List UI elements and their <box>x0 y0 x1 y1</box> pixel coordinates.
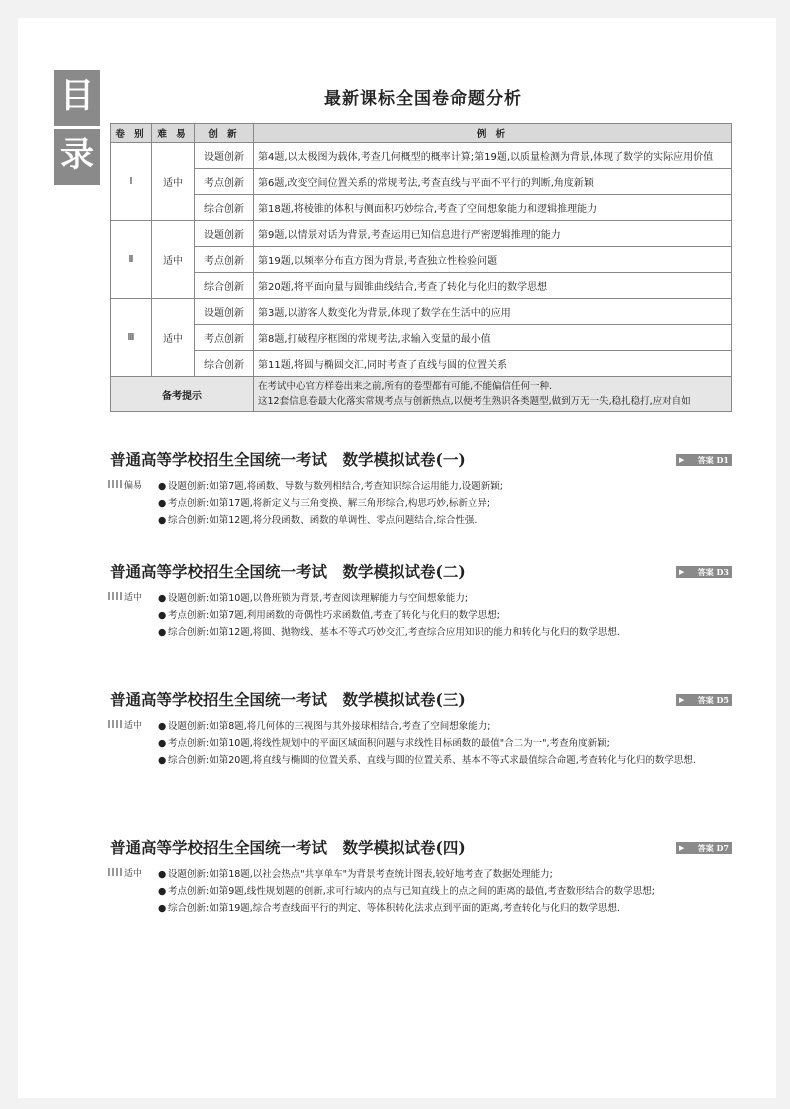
item-text: 如第20题,将直线与椭圆的位置关系、直线与圆的位置关系、基本不等式求最值综合命题,考查转化与化归的数学思想. <box>209 755 696 766</box>
table-row <box>111 169 732 195</box>
exam-section <box>110 836 732 917</box>
list-item <box>158 752 732 769</box>
item-label: 设题创新: <box>168 593 210 604</box>
tips-label: 备考提示 <box>111 377 254 412</box>
tips-text <box>254 377 732 412</box>
table-row <box>111 273 732 299</box>
table-row <box>111 325 732 351</box>
example-text: 第20题,将平面向量与圆锥曲线结合,考查了转化与化归的数学思想 <box>254 273 732 299</box>
difficulty-cell: 适中 <box>152 221 195 299</box>
bullet-icon: ● <box>158 498 167 509</box>
table-row <box>111 143 732 169</box>
bullet-icon: ● <box>158 738 167 749</box>
difficulty-cell: 适中 <box>152 143 195 221</box>
section-title-text: 普通高等学校招生全国统一考试 数学模拟试卷(一) <box>110 450 466 469</box>
section-body <box>110 478 732 529</box>
item-label: 综合创新: <box>168 755 210 766</box>
list-item <box>158 866 732 883</box>
bullet-icon: ● <box>158 886 167 897</box>
example-text: 第6题,改变空间位置关系的常规考法,考查直线与平面不平行的判断,角度新颖 <box>254 169 732 195</box>
bullet-icon: ● <box>158 610 167 621</box>
difficulty-indicator <box>108 866 142 879</box>
item-text: 如第7题,将函数、导数与数列相结合,考查知识综合运用能力,设题新颖; <box>209 481 504 492</box>
table-row <box>111 351 732 377</box>
toc-label <box>54 70 100 185</box>
item-list <box>158 866 732 917</box>
page-title: 最新课标全国卷命题分析 <box>324 89 522 109</box>
item-text: 如第18题,以社会热点"共享单车"为背景考查统计图表,较好地考查了数据处理能力; <box>209 869 553 880</box>
innovation-type: 考点创新 <box>195 169 254 195</box>
col-header: 卷 别 <box>111 124 152 143</box>
list-item <box>158 883 732 900</box>
bullet-icon: ● <box>158 903 167 914</box>
section-title-text: 普通高等学校招生全国统一考试 数学模拟试卷(二) <box>110 562 466 581</box>
item-label: 综合创新: <box>168 627 210 638</box>
section-title <box>110 688 732 712</box>
example-text: 第11题,将圆与椭圆交汇,同时考查了直线与圆的位置关系 <box>254 351 732 377</box>
difficulty-label: 适中 <box>124 593 143 603</box>
example-text: 第3题,以游客人数变化为背景,体现了数学在生活中的应用 <box>254 299 732 325</box>
difficulty-bars-icon <box>108 480 122 488</box>
answer-link[interactable]: ▶ 答案 D5 <box>676 694 732 706</box>
toc-char: 目 <box>60 76 94 116</box>
table-header-row <box>111 124 732 143</box>
item-text: 如第19题,综合考查线面平行的判定、等体积转化法求点到平面的距离,考查转化与化归的数学思想. <box>209 903 620 914</box>
toc-char: 录 <box>54 126 100 185</box>
bullet-icon: ● <box>158 515 167 526</box>
item-label: 考点创新: <box>168 886 210 897</box>
item-label: 设题创新: <box>168 721 210 732</box>
item-list <box>158 478 732 529</box>
item-text: 如第9题,线性规划题的创新,求可行域内的点与已知直线上的点之间的距离的最值,考查数形结合的数学思想; <box>209 886 656 897</box>
table-row <box>111 299 732 325</box>
bullet-icon: ● <box>158 755 167 766</box>
section-title-text: 普通高等学校招生全国统一考试 数学模拟试卷(四) <box>110 838 466 857</box>
item-text: 如第12题,将分段函数、函数的单调性、零点问题结合,综合性强. <box>209 515 478 526</box>
section-body <box>110 590 732 641</box>
difficulty-indicator <box>108 478 142 491</box>
analysis-table <box>110 123 732 412</box>
difficulty-label: 适中 <box>124 869 143 879</box>
table-row <box>111 221 732 247</box>
volume-cell: Ⅲ <box>111 299 152 377</box>
list-item <box>158 607 732 624</box>
table-row <box>111 247 732 273</box>
example-text: 第18题,将棱锥的体积与侧面积巧妙综合,考查了空间想象能力和逻辑推理能力 <box>254 195 732 221</box>
item-text: 如第10题,以鲁班锁为背景,考查阅读理解能力与空间想象能力; <box>209 593 469 604</box>
item-label: 设题创新: <box>168 481 210 492</box>
difficulty-indicator <box>108 718 142 731</box>
item-text: 如第12题,将圆、抛物线、基本不等式巧妙交汇,考查综合应用知识的能力和转化与化归的数学思想. <box>209 627 620 638</box>
difficulty-indicator <box>108 590 142 603</box>
innovation-type: 设题创新 <box>195 299 254 325</box>
bullet-icon: ● <box>158 627 167 638</box>
item-text: 如第8题,将几何体的三视图与其外接球相结合,考查了空间想象能力; <box>209 721 491 732</box>
table-row <box>111 195 732 221</box>
example-text: 第8题,打破程序框图的常规考法,求输入变量的最小值 <box>254 325 732 351</box>
innovation-type: 综合创新 <box>195 195 254 221</box>
col-header: 创 新 <box>195 124 254 143</box>
item-label: 考点创新: <box>168 610 210 621</box>
section-title <box>110 836 732 860</box>
difficulty-bars-icon <box>108 868 122 876</box>
bullet-icon: ● <box>158 593 167 604</box>
section-body <box>110 718 732 769</box>
item-text: 如第7题,利用函数的奇偶性巧求函数值,考查了转化与化归的数学思想; <box>209 610 500 621</box>
item-label: 设题创新: <box>168 869 210 880</box>
example-text: 第9题,以情景对话为背景,考查运用已知信息进行严密逻辑推理的能力 <box>254 221 732 247</box>
item-text: 如第17题,将新定义与三角变换、解三角形综合,构思巧妙,标新立异; <box>209 498 491 509</box>
innovation-type: 考点创新 <box>195 247 254 273</box>
bullet-icon: ● <box>158 721 167 732</box>
innovation-type: 设题创新 <box>195 143 254 169</box>
item-label: 考点创新: <box>168 738 210 749</box>
innovation-type: 综合创新 <box>195 273 254 299</box>
tips-line: 这12套信息卷最大化落实常规考点与创新热点,以便考生熟识各类题型,做到万无一失,稳扎稳打,应对自如 <box>258 396 691 407</box>
list-item <box>158 900 732 917</box>
example-text: 第4题,以太极图为载体,考查几何概型的概率计算;第19题,以质量检测为背景,体现了数学的实际应用价值 <box>254 143 732 169</box>
bullet-icon: ● <box>158 869 167 880</box>
innovation-type: 综合创新 <box>195 351 254 377</box>
section-title <box>110 560 732 584</box>
innovation-type: 设题创新 <box>195 221 254 247</box>
difficulty-label: 适中 <box>124 721 143 731</box>
tips-line: 在考试中心官方样卷出来之前,所有的卷型都有可能,不能偏信任何一种. <box>258 381 553 392</box>
volume-cell: Ⅰ <box>111 143 152 221</box>
exam-section <box>110 688 732 769</box>
list-item <box>158 718 732 735</box>
list-item <box>158 512 732 529</box>
difficulty-bars-icon <box>108 720 122 728</box>
section-body <box>110 866 732 917</box>
exam-section <box>110 560 732 641</box>
item-list <box>158 590 732 641</box>
section-title <box>110 448 732 472</box>
exam-section <box>110 448 732 529</box>
item-text: 如第10题,将线性规划中的平面区域面积问题与求线性目标函数的最值"合二为一",考查角度新颖; <box>209 738 610 749</box>
list-item <box>158 478 732 495</box>
bullet-icon: ● <box>158 481 167 492</box>
item-label: 综合创新: <box>168 515 210 526</box>
difficulty-label: 偏易 <box>124 481 143 491</box>
volume-cell: Ⅱ <box>111 221 152 299</box>
tips-row <box>111 377 732 412</box>
example-text: 第19题,以频率分布直方图为背景,考查独立性检验问题 <box>254 247 732 273</box>
item-list <box>158 718 732 769</box>
item-label: 综合创新: <box>168 903 210 914</box>
difficulty-cell: 适中 <box>152 299 195 377</box>
item-label: 考点创新: <box>168 498 210 509</box>
list-item <box>158 624 732 641</box>
difficulty-bars-icon <box>108 592 122 600</box>
list-item <box>158 590 732 607</box>
col-header: 例 析 <box>254 124 732 143</box>
col-header: 难 易 <box>152 124 195 143</box>
list-item <box>158 735 732 752</box>
section-title-text: 普通高等学校招生全国统一考试 数学模拟试卷(三) <box>110 690 466 709</box>
answer-link[interactable]: ▶ 答案 D3 <box>676 566 732 578</box>
list-item <box>158 495 732 512</box>
answer-link[interactable]: ▶ 答案 D7 <box>676 842 732 854</box>
innovation-type: 考点创新 <box>195 325 254 351</box>
answer-link[interactable]: ▶ 答案 D1 <box>676 454 732 466</box>
